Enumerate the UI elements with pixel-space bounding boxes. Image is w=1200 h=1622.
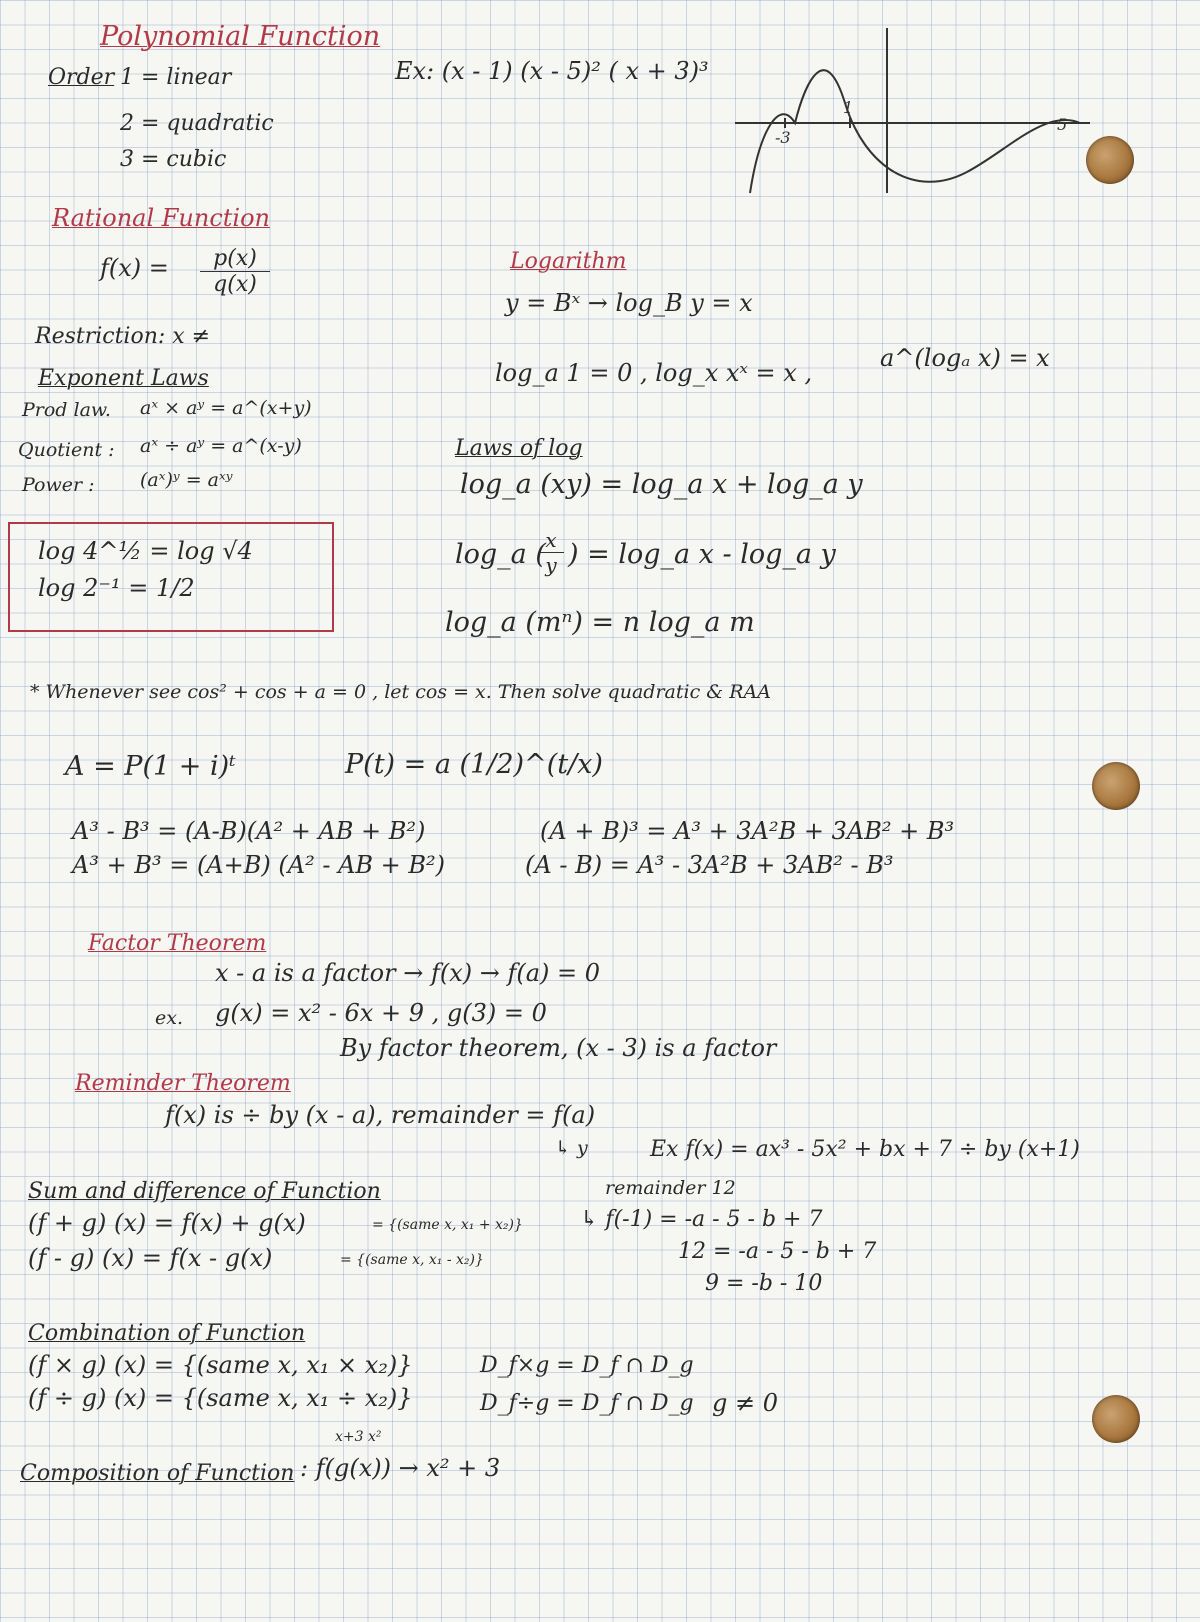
composition-expr: : f(g(x)) → x² + 3 <box>300 1454 501 1482</box>
logarithm-title: Logarithm <box>510 249 627 274</box>
difference-of-cubes: A³ - B³ = (A-B)(A² + AB + B²) <box>72 817 426 845</box>
boxed-line-2: log 2⁻¹ = 1/2 <box>38 574 195 602</box>
order-cubic: 3 = cubic <box>120 147 227 172</box>
binder-hole <box>1092 762 1140 810</box>
exponent-prod-label: Prod law. <box>22 399 111 421</box>
restriction: Restriction: x ≠ <box>35 324 211 349</box>
factor-line-1: x - a is a factor → f(x) → f(a) = 0 <box>215 959 601 987</box>
cube-of-difference: (A - B) = A³ - 3A²B + 3AB² - B³ <box>525 851 894 879</box>
order-quadratic: 2 = quadratic <box>120 111 274 136</box>
remainder-example: Ex f(x) = ax³ - 5x² + bx + 7 ÷ by (x+1) <box>650 1137 1080 1162</box>
polynomial-example: Ex: (x - 1) (x - 5)² ( x + 3)³ <box>395 57 709 85</box>
factor-line-2: g(x) = x² - 6x + 9 , g(3) = 0 <box>215 999 547 1027</box>
log-rule-1: log_a 1 = 0 , log_x xˣ = x , <box>495 359 813 387</box>
log-law-2-num: x <box>538 528 564 553</box>
composition-title: Composition of Function <box>20 1461 295 1486</box>
whenever-note: * Whenever see cos² + cos + a = 0 , let cos = x. Then solve quadratic & RAA <box>30 681 771 703</box>
remainder-arrow: ↳ y <box>555 1137 588 1159</box>
log-law-2-rhs: ) = log_a x - log_a y <box>568 539 836 570</box>
graph-label-5: 5 <box>1057 115 1068 134</box>
order-linear: 1 = linear <box>120 65 232 90</box>
rational-fx: f(x) = <box>100 254 169 282</box>
rational-fraction <box>200 246 270 297</box>
combination-quotient: (f ÷ g) (x) = {(same x, x₁ ÷ x₂)} <box>28 1384 413 1412</box>
domain-quotient: D_f÷g = D_f ∩ D_g <box>480 1391 694 1416</box>
combination-product: (f × g) (x) = {(same x, x₁ × x₂)} <box>28 1351 413 1379</box>
cube-of-sum: (A + B)³ = A³ + 3A²B + 3AB² + B³ <box>540 817 955 845</box>
difference-line: (f - g) (x) = f(x - g(x) <box>28 1244 273 1272</box>
log-rule-2: a^(logₐ x) = x <box>880 344 1050 372</box>
factor-ex-label: ex. <box>155 1007 183 1029</box>
rational-denominator: q(x) <box>213 272 257 297</box>
log-law-3: log_a (mⁿ) = n log_a m <box>445 607 755 638</box>
domain-product: D_f×g = D_f ∩ D_g <box>480 1353 694 1378</box>
factor-theorem-title: Factor Theorem <box>88 931 267 956</box>
remainder-step-3: 9 = -b - 10 <box>705 1271 823 1296</box>
exponent-quotient-label: Quotient : <box>18 439 115 461</box>
binder-hole <box>1092 1395 1140 1443</box>
rational-numerator: p(x) <box>200 246 270 272</box>
exponent-quotient-expr: aˣ ÷ aʸ = a^(x-y) <box>140 435 302 457</box>
exponent-power-expr: (aˣ)ʸ = aˣʸ <box>140 469 233 491</box>
log-law-1: log_a (xy) = log_a x + log_a y <box>460 469 863 500</box>
rational-title: Rational Function <box>52 204 271 232</box>
remainder-step-2: 12 = -a - 5 - b + 7 <box>678 1239 877 1264</box>
sum-line: (f + g) (x) = f(x) + g(x) <box>28 1209 306 1237</box>
half-life: P(t) = a (1/2)^(t/x) <box>345 749 603 780</box>
exponent-title: Exponent Laws <box>38 366 209 391</box>
remainder-12: remainder 12 <box>605 1177 736 1199</box>
remainder-theorem-title: Reminder Theorem <box>75 1071 291 1096</box>
sum-of-cubes: A³ + B³ = (A+B) (A² - AB + B²) <box>72 851 446 879</box>
difference-note: = {(same x, x₁ - x₂)} <box>340 1252 484 1268</box>
sum-note: = {(same x, x₁ + x₂)} <box>372 1217 523 1233</box>
graph-label-1: 1 <box>843 98 854 117</box>
remainder-step-1: ↳ f(-1) = -a - 5 - b + 7 <box>580 1207 823 1232</box>
g-not-zero: g ≠ 0 <box>712 1389 778 1417</box>
exponent-prod-expr: aˣ × aʸ = a^(x+y) <box>140 397 312 419</box>
laws-of-log-title: Laws of log <box>455 436 583 461</box>
log-law-2-den: y <box>545 553 557 577</box>
order-label: Order <box>48 65 115 90</box>
sum-difference-title: Sum and difference of Function <box>28 1179 381 1204</box>
exponent-power-label: Power : <box>22 474 95 496</box>
log-definition: y = Bˣ → log_B y = x <box>505 289 753 317</box>
compound-interest: A = P(1 + i)ᵗ <box>65 751 236 782</box>
polynomial-title: Polynomial Function <box>100 21 381 52</box>
graph-label-neg3: -3 <box>775 128 791 147</box>
remainder-line-1: f(x) is ÷ by (x - a), remainder = f(a) <box>165 1101 596 1129</box>
graph-curve <box>750 70 1080 193</box>
log-law-2-fraction <box>538 528 564 577</box>
polynomial-graph <box>735 28 1115 218</box>
log-law-2-lhs: log_a ( <box>455 539 546 570</box>
combination-title: Combination of Function <box>28 1321 306 1346</box>
boxed-line-1: log 4^½ = log √4 <box>38 537 253 565</box>
factor-line-3: By factor theorem, (x - 3) is a factor <box>340 1034 777 1062</box>
composition-annotation: x+3 x² <box>335 1429 382 1445</box>
